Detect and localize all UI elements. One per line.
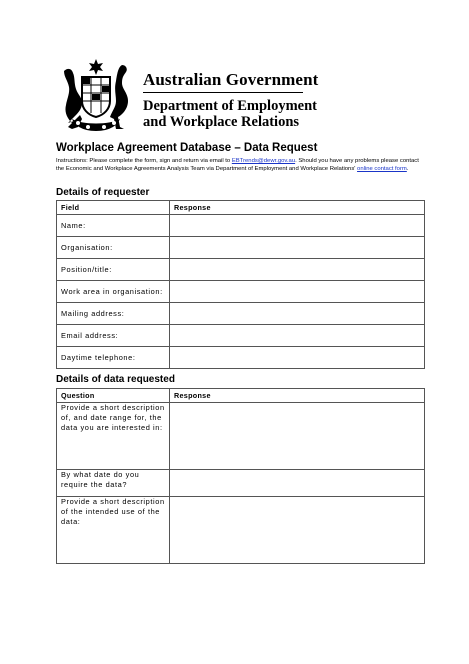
department-name-line-1: Department of Employment <box>143 98 317 114</box>
instructions-end: . <box>406 166 409 173</box>
header-divider <box>143 92 303 93</box>
table-row <box>57 303 425 325</box>
table-row <box>57 325 425 347</box>
column-header-response: Response <box>170 389 425 403</box>
table-row <box>57 281 425 303</box>
form-title: Workplace Agreement Database – Data Request <box>56 142 318 154</box>
table-row <box>57 470 425 497</box>
data-request-table <box>56 388 425 564</box>
required-date-response-cell[interactable] <box>170 470 425 497</box>
field-label: Work area in organisation: <box>57 281 170 303</box>
department-name-line-2: and Workplace Relations <box>143 114 300 130</box>
position-response-cell[interactable] <box>170 259 425 281</box>
field-label: Organisation: <box>57 237 170 259</box>
table-row <box>57 347 425 369</box>
name-response-cell[interactable] <box>170 215 425 237</box>
table-row <box>57 215 425 237</box>
question-label: Provide a short description of, and date range for, the data you are interested in: <box>57 403 170 470</box>
data-description-response-cell[interactable] <box>170 403 425 470</box>
instructions-part-1: Instructions: Please complete the form, sign and return via email to <box>56 158 232 164</box>
field-label: Daytime telephone: <box>57 347 170 369</box>
intended-use-response-cell[interactable] <box>170 497 425 564</box>
field-label: Position/title: <box>57 259 170 281</box>
column-header-response: Response <box>170 201 425 215</box>
table-row <box>57 497 425 564</box>
email-link[interactable]: EBTrends@dewr.gov.au <box>231 158 296 164</box>
table-row <box>57 237 425 259</box>
coat-of-arms-icon <box>58 57 134 135</box>
mailing-address-response-cell[interactable] <box>170 303 425 325</box>
requester-table <box>56 200 425 369</box>
data-request-section-heading: Details of data requested <box>56 374 175 385</box>
question-label: By what date do you require the data? <box>57 470 170 497</box>
online-contact-form-link[interactable]: online contact form <box>357 166 407 173</box>
email-address-response-cell[interactable] <box>170 325 425 347</box>
organisation-response-cell[interactable] <box>170 237 425 259</box>
government-title: Australian Government <box>143 70 319 89</box>
requester-section-heading: Details of requester <box>56 187 150 198</box>
table-row <box>57 403 425 470</box>
column-header-question: Question <box>57 389 170 403</box>
instructions-part-2: . Should you have any problems please contact the Economic and Workplace Agreements Analysis Team via Department of Employment and Workplace Relations' <box>56 158 419 173</box>
column-header-field: Field <box>57 201 170 215</box>
table-row <box>57 259 425 281</box>
instructions-text <box>56 157 428 174</box>
table-header-row <box>57 389 425 403</box>
table-header-row <box>57 201 425 215</box>
field-label: Name: <box>57 215 170 237</box>
field-label: Mailing address: <box>57 303 170 325</box>
field-label: Email address: <box>57 325 170 347</box>
work-area-response-cell[interactable] <box>170 281 425 303</box>
question-label: Provide a short description of the intended use of the data: <box>57 497 170 564</box>
telephone-response-cell[interactable] <box>170 347 425 369</box>
